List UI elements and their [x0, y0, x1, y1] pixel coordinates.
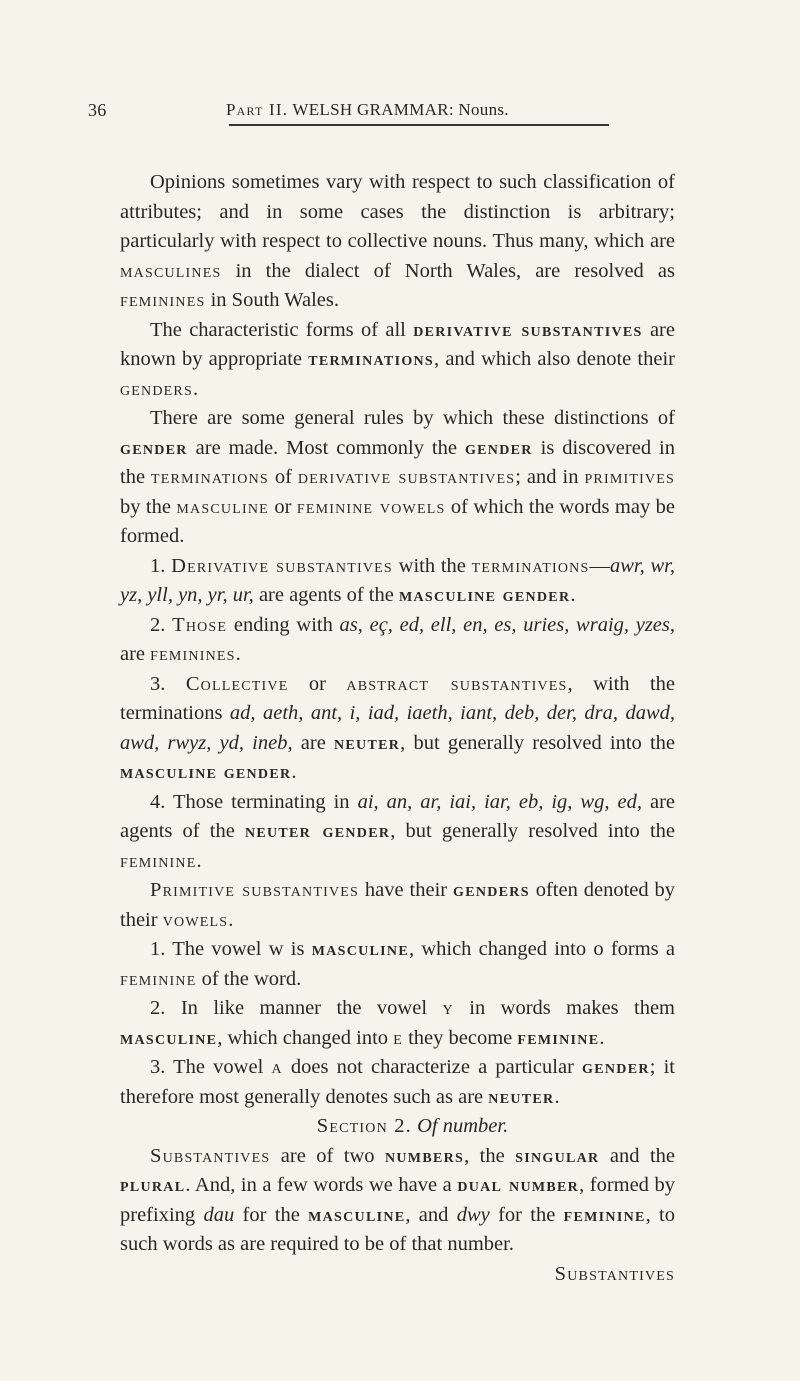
- section-heading: [120, 1112, 675, 1142]
- running-head: [226, 100, 509, 120]
- section-title: Of number.: [417, 1115, 509, 1137]
- paragraph-opinions: Opinions sometimes vary with respect to such classification of attributes; and in some cases the distinction is arbitrary; particularly with respect to collective nouns. Thus many, which are masculines in the dialect of North Wales, are resolved as feminines in South Wales.: [120, 171, 675, 311]
- paragraph-vowel-y: 2. In like manner the vowel y in words makes them masculine, which changed into e they become feminine.: [120, 997, 675, 1049]
- running-head-title: WELSH GRAMMAR: Nouns.: [292, 100, 509, 119]
- paragraph-rule-1-masculine: 1. Derivative substantives with the terminations—awr, wr, yz, yll, yn, yr, ur, are agents of the masculine gender.: [120, 554, 675, 606]
- paragraph-vowel-a: 3. The vowel a does not characterize a particular gender; it therefore most generally denotes such as are neuter.: [120, 1056, 675, 1108]
- paragraph-characteristic-forms: The characteristic forms of all derivative substantives are known by appropriate terminations, and which also denote their genders.: [120, 318, 675, 400]
- paragraph-primitive-substantives: Primitive substantives have their genders often denoted by their vowels.: [120, 879, 676, 931]
- section-label: Section 2.: [316, 1115, 412, 1137]
- header-rule: [229, 124, 609, 126]
- catchword: Substantives: [554, 1262, 675, 1285]
- paragraph-numbers: Substantives are of two numbers, the singular and the plural. And, in a few words we have a dual number, formed by prefixing dau for the masculine, and dwy for the feminine, to such words as are required to be of that number.: [120, 1144, 676, 1255]
- paragraph-rule-2-feminine: 2. Those ending with as, eç, ed, ell, en, es, uries, wraig, yzes, are feminines.: [120, 613, 675, 665]
- page-body: [120, 168, 675, 1289]
- paragraph-rule-4-neuter: 4. Those terminating in ai, an, ar, iai, iar, eb, ig, wg, ed, are agents of the neuter gender, but generally resolved into the feminine.: [120, 790, 675, 872]
- page-number: 36: [88, 100, 107, 120]
- paragraph-vowel-w: 1. The vowel w is masculine, which changed into o forms a feminine of the word.: [120, 938, 676, 990]
- running-head-part: Part II.: [226, 100, 289, 119]
- paragraph-rule-3-neuter: 3. Collective or abstract substantives, with the terminations ad, aeth, ant, i, iad, iaeth, iant, deb, der, dra, dawd, awd, rwyz, yd, ineb, are neuter, but generally resolved into the masculine gender.: [120, 672, 676, 783]
- paragraph-general-rules: There are some general rules by which these distinctions of gender are made. Most commonly the gender is discovered in the terminations of derivative substantives; and in primitives by the masculine or feminine vowels of which the words may be formed.: [120, 407, 675, 547]
